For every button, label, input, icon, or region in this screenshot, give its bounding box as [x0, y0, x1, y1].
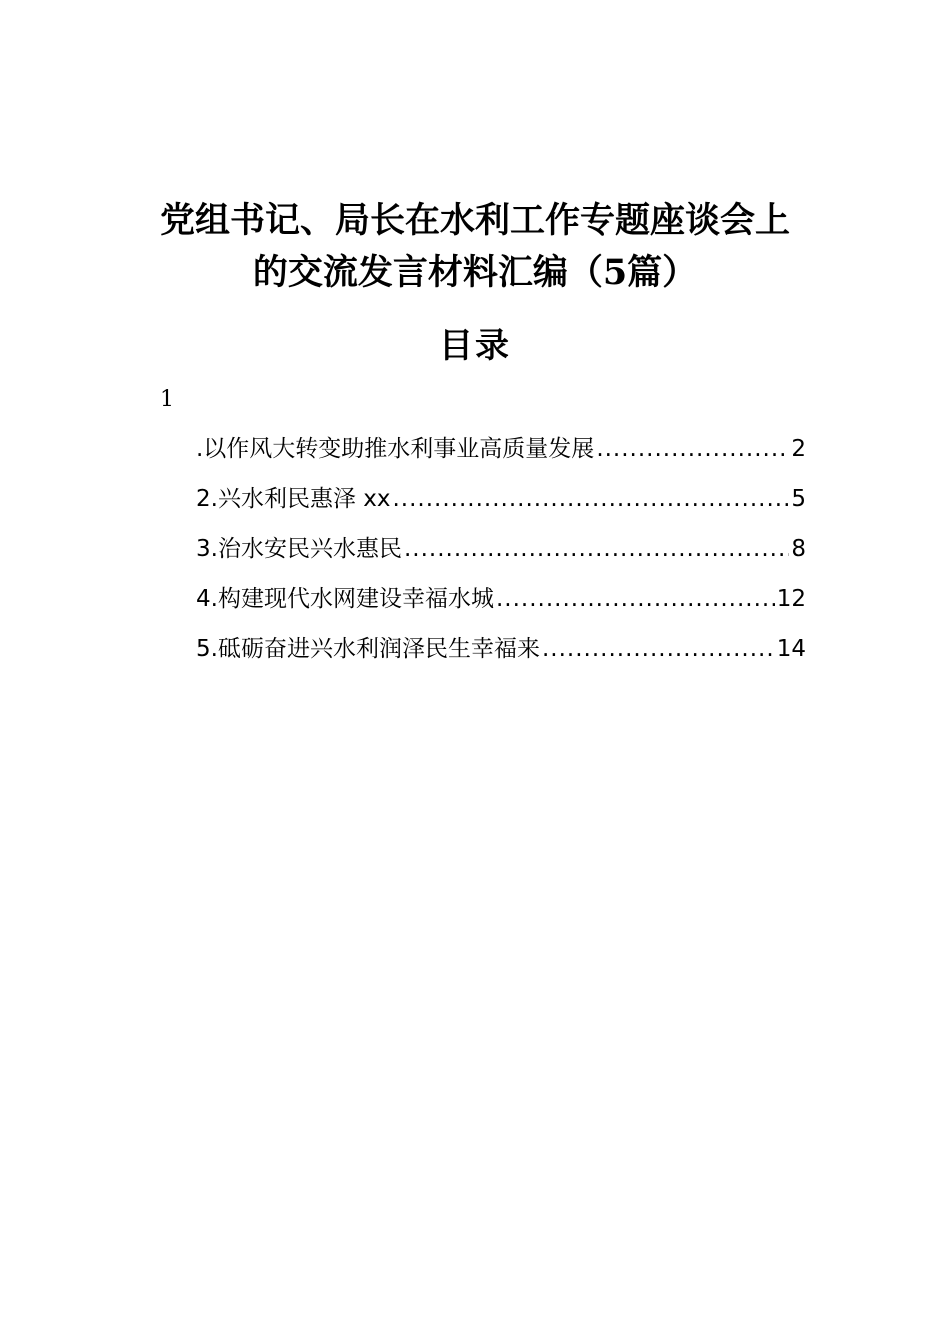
toc-entry-page: 8: [791, 536, 806, 562]
toc-entry-page: 12: [776, 586, 806, 612]
table-of-contents: [196, 428, 806, 678]
toc-entry-label: 5.砥砺奋进兴水利润泽民生幸福来: [196, 636, 540, 662]
document-title: [140, 195, 810, 299]
toc-heading: 目录: [439, 326, 511, 366]
toc-entry-page: 14: [776, 636, 806, 662]
toc-entry-page: 5: [791, 486, 806, 512]
toc-entry-label: .以作风大转变助推水利事业高质量发展: [196, 436, 595, 462]
toc-entry-4[interactable]: [196, 578, 806, 628]
document-title-line-2: 的交流发言材料汇编（5篇）: [252, 252, 698, 294]
toc-entry-page: 2: [791, 436, 806, 462]
toc-dot-leader: [542, 628, 775, 670]
stray-number: 1: [160, 387, 174, 412]
toc-dot-leader: [404, 528, 789, 570]
toc-dot-leader: [392, 478, 789, 520]
document-title-line-1: 党组书记、局长在水利工作专题座谈会上: [159, 200, 790, 242]
toc-dot-leader: [596, 428, 789, 470]
toc-entry-5[interactable]: [196, 628, 806, 678]
toc-dot-leader: [496, 578, 775, 620]
toc-entry-label: 3.治水安民兴水惠民: [196, 536, 402, 562]
toc-entry-1[interactable]: [196, 428, 806, 478]
toc-entry-3[interactable]: [196, 528, 806, 578]
toc-entry-2[interactable]: [196, 478, 806, 528]
toc-entry-label: 2.兴水利民惠泽 xx: [196, 486, 391, 512]
toc-entry-label: 4.构建现代水网建设幸福水城: [196, 586, 494, 612]
